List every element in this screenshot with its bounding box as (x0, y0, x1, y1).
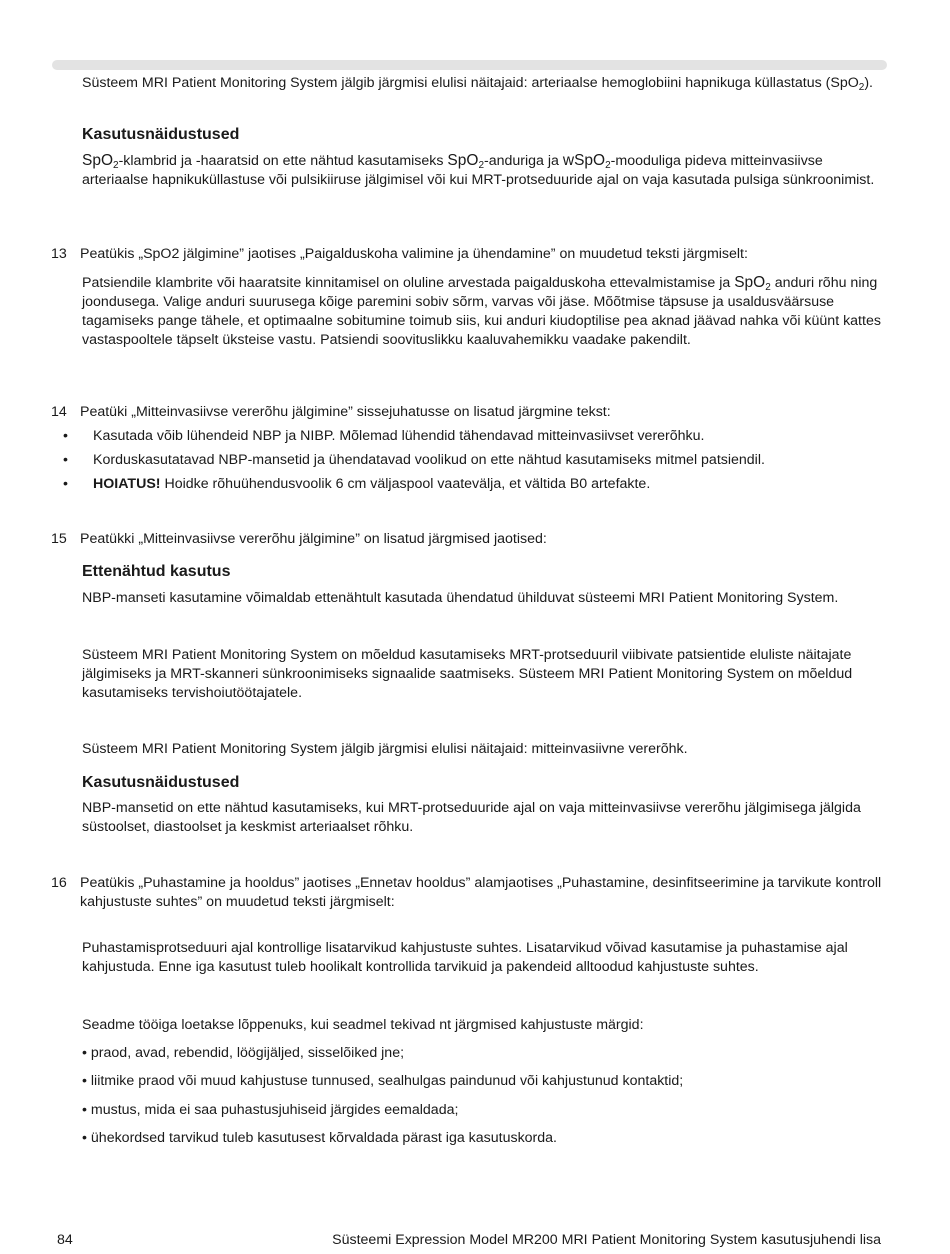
warning-label: HOIATUS! (93, 476, 161, 492)
section-number-14: 14 (51, 404, 67, 420)
footer-title: Süsteemi Expression Model MR200 MRI Patient Monitoring System kasutusjuhendi lisa (332, 1232, 881, 1248)
heading-indications-2: Kasutusnäidustused (82, 774, 240, 791)
damage-list-item: • liitmike praod või muud kahjustuse tunnused, sealhulgas paindunud või kahjustunud kontaktid; (82, 1073, 684, 1089)
section-14-bullet-3: HOIATUS! Hoidke rõhuühendusvoolik 6 cm väljaspool vaatevälja, et vältida B0 artefakte. (93, 476, 651, 492)
section-16-paragraph-1: Puhastamisprotseduuri ajal kontrollige lisatarvikud kahjustuste suhtes. Lisatarvikud võivad kasutamise ja puhastamise ajal kahjustuda. Enne iga kasutust tuleb hoolikalt kontrollida tarvikuid ja pakendeid alltoodud kahjustuste suhtes. (82, 940, 848, 975)
damage-list-item: • mustus, mida ei saa puhastusjuhiseid järgides eemaldada; (82, 1102, 459, 1118)
bullet-marker: • (63, 428, 68, 444)
bullet-marker: • (63, 476, 68, 492)
bullet-marker: • (63, 452, 68, 468)
section-16-intro: Peatükis „Puhastamine ja hooldus” jaotises „Ennetav hooldus” alamjaotises „Puhastamine, desinfitseerimine ja tarvikute kontroll kahjustuste suhtes” on muudetud teksti järgmiselt: (80, 875, 882, 910)
intended-use-paragraph: NBP-manseti kasutamine võimaldab ettenähtult kasutada ühendatud ühilduvat süsteemi MRI Patient Monitoring System. (82, 590, 839, 606)
section-13-intro: Peatükis „SpO2 jälgimine” jaotises „Paigalduskoha valimine ja ühendamine” on muudetud teksti järgmiselt: (80, 246, 748, 262)
page-number: 84 (57, 1232, 73, 1248)
system-purpose-paragraph: Süsteem MRI Patient Monitoring System on mõeldud kasutamiseks MRT-protseduuril viibivate patsientide eluliste näitajate jälgimiseks ja MRT-skanneri sünkroonimiseks signaalide saatmiseks. Süsteem MRI Patient Monitoring System on mõeldud kasutamiseks tervishoiutöötajatele. (82, 647, 853, 701)
vital-signs-paragraph: Süsteem MRI Patient Monitoring System jälgib järgmisi elulisi näitajaid: mitteinvasiivne vererõhk. (82, 741, 688, 757)
section-number-13: 13 (51, 246, 67, 262)
section-number-15: 15 (51, 531, 67, 547)
heading-intended-use: Ettenähtud kasutus (82, 563, 231, 580)
heading-indications: Kasutusnäidustused (82, 126, 240, 143)
section-16-paragraph-2: Seadme tööiga loetakse lõppenuks, kui seadmel tekivad nt järgmised kahjustuste märgid: (82, 1017, 644, 1033)
intro-paragraph: Süsteem MRI Patient Monitoring System jälgib järgmisi elulisi näitajaid: arteriaalse hemoglobiini hapnikuga küllastatus (SpO$_2$). (82, 75, 873, 93)
indications-2-paragraph: NBP-mansetid on ette nähtud kasutamiseks, kui MRT-protseduuride ajal on vaja mitteinvasiivse vererõhu jälgimisega jälgida süstoolset, diastoolset ja keskmist arteriaalset rõhku. (82, 800, 861, 835)
header-bar (52, 60, 887, 70)
section-14-bullet-1: Kasutada võib lühendeid NBP ja NIBP. Mõlemad lühendid tähendavad mitteinvasiivset vererõhku. (93, 428, 705, 444)
section-13-body: Patsiendile klambrite või haaratsite kinnitamisel on oluline arvestada paigalduskoha ettevalmistamise ja SpO$_2$ anduri rõhu ning joondusega. Valige anduri suurusega kõige paremini sobiv sõrm, varvas või jäse. Mõõtmise täpsuse ja usaldusväärsuse tagamiseks pange tähele, et optimaalne sobitumine toimub siis, kui anduri kiudoptilise pea aknad jäävad nahka või küünt kattes vastaspooltele täpselt üksteise vastu. Patsiendi soovituslikku kaaluvahemikku vaadake pakendilt. (82, 274, 881, 348)
damage-list-item: • praod, avad, rebendid, löögijäljed, sisselõiked jne; (82, 1045, 405, 1061)
indications-paragraph: SpO$_2$-klambrid ja -haaratsid on ette nähtud kasutamiseks SpO$_2$-anduriga ja wSpO$_2$-mooduliga pideva mitteinvasiivse arteriaalse hapnikuküllastuse või pulsikiiruse jälgimisel või kui MRT-protseduuride ajal on vaja kasutada pulsiga sünkroonimist. (82, 152, 875, 188)
damage-list-item: • ühekordsed tarvikud tuleb kasutusest kõrvaldada pärast iga kasutuskorda. (82, 1130, 558, 1146)
section-14-intro: Peatüki „Mitteinvasiivse vererõhu jälgimine” sissejuhatusse on lisatud järgmine tekst: (80, 404, 611, 420)
section-15-intro: Peatükki „Mitteinvasiivse vererõhu jälgimine” on lisatud järgmised jaotised: (80, 531, 547, 547)
section-14-bullet-2: Korduskasutatavad NBP-mansetid ja ühendatavad voolikud on ette nähtud kasutamiseks mitmel patsiendil. (93, 452, 765, 468)
section-number-16: 16 (51, 875, 67, 891)
